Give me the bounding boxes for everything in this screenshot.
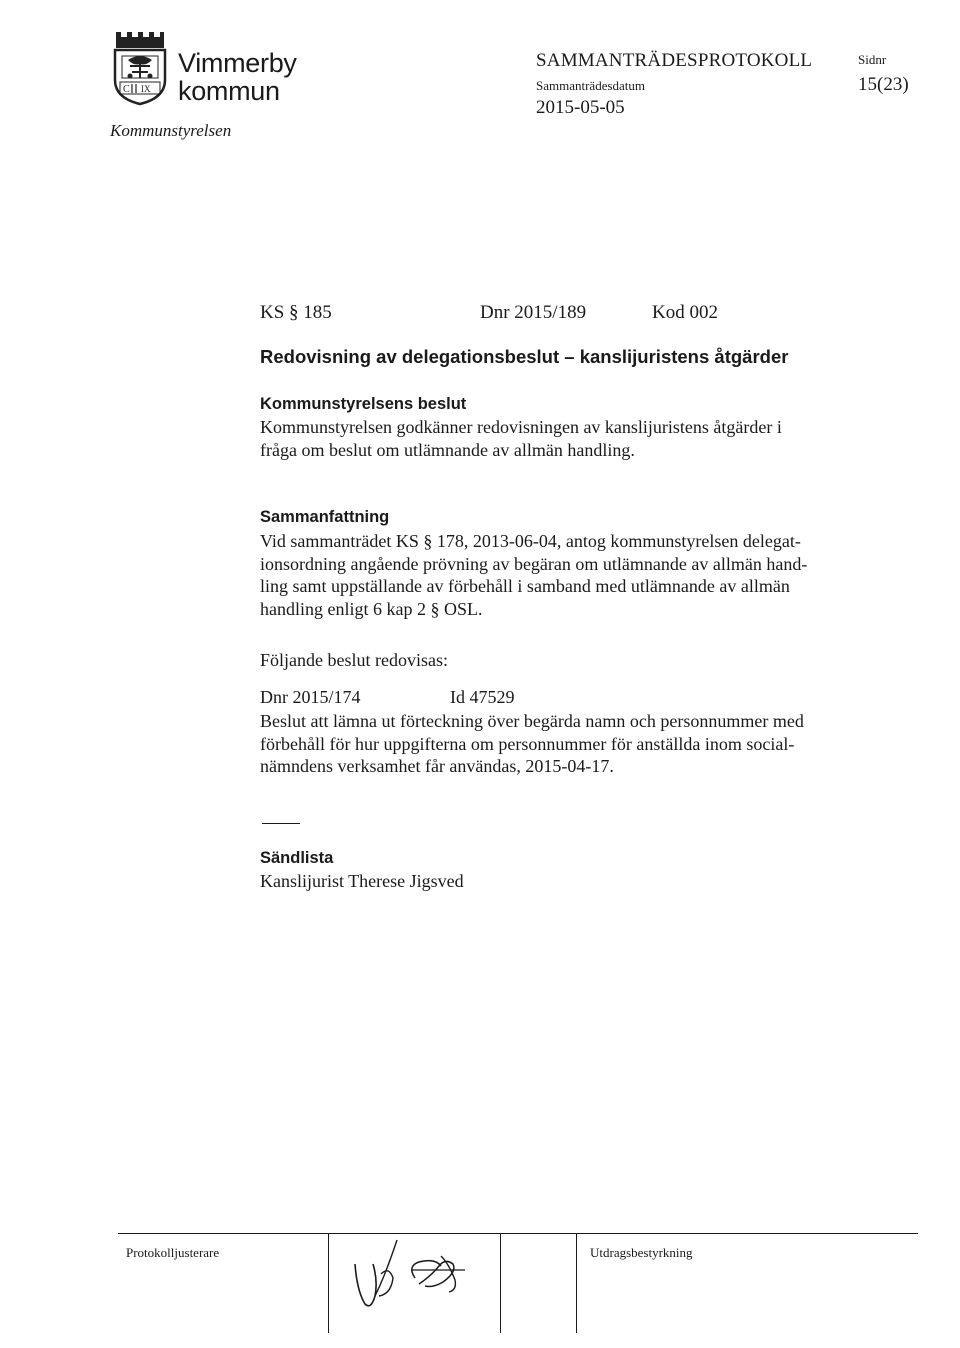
summary-line: ling samt uppställande av förbehåll i samband med utlämnande av allmän — [260, 576, 790, 596]
org-name-line1: Vimmerby — [178, 48, 297, 78]
meeting-date-value: 2015-05-05 — [536, 97, 625, 118]
reported-decisions-intro: Följande beslut redovisas: — [260, 650, 448, 670]
municipality-crest-logo — [110, 30, 170, 106]
decision-line: fråga om beslut om utlämnande av allmän handling. — [260, 439, 635, 460]
distribution-recipient: Kanslijurist Therese Jigsved — [260, 871, 464, 891]
department-name: Kommunstyrelsen — [110, 121, 232, 140]
summary-heading: Sammanfattning — [260, 508, 390, 526]
handwritten-signatures — [345, 1236, 485, 1316]
item-title: Redovisning av delegationsbeslut – kanslijuristens åtgärder — [260, 346, 789, 367]
case-line: nämndens verksamhet får användas, 2015-04-17. — [260, 756, 614, 776]
meeting-date-label: Sammanträdesdatum — [536, 78, 646, 93]
summary-line: handling enligt 6 kap 2 § OSL. — [260, 598, 483, 619]
paragraph-reference: KS § 185 — [260, 302, 332, 323]
decision-heading: Kommunstyrelsens beslut — [260, 395, 467, 413]
case-line: Beslut att lämna ut förteckning över begärda namn och personnummer med — [260, 711, 804, 731]
footer-divider — [576, 1233, 577, 1333]
distribution-heading: Sändlista — [260, 849, 334, 867]
adjusters-label: Protokolljusterare — [126, 1245, 220, 1260]
summary-line: ionsordning angående prövning av begäran om utlämnande av allmän hand- — [260, 553, 808, 574]
footer-divider — [328, 1233, 329, 1333]
page-number-label: Sidnr — [858, 52, 887, 67]
case-description — [260, 710, 860, 778]
decision-line: Kommunstyrelsen godkänner redovisningen av kanslijuristens åtgärder i — [260, 417, 782, 437]
org-name-line2: kommun — [178, 76, 280, 106]
summary-text — [260, 530, 860, 620]
classification-code: Kod 002 — [652, 302, 718, 323]
case-line: förbehåll för hur uppgifterna om personnummer för anställda inom social- — [260, 733, 795, 754]
svg-text:IX: IX — [141, 84, 151, 94]
footer-divider — [500, 1233, 501, 1333]
section-divider — [262, 823, 300, 824]
page-number-value: 15(23) — [858, 74, 909, 95]
decision-text — [260, 416, 860, 461]
case-diary-number: Dnr 2015/174 — [260, 687, 361, 707]
summary-line: Vid sammanträdet KS § 178, 2013-06-04, antog kommunstyrelsen delegat- — [260, 531, 801, 551]
case-id: Id 47529 — [450, 687, 515, 707]
document-type: SAMMANTRÄDESPROTOKOLL — [536, 50, 813, 71]
svg-text:C: C — [123, 84, 130, 95]
extract-certification-label: Utdragsbestyrkning — [590, 1245, 693, 1260]
footer-rule — [118, 1233, 918, 1234]
diary-number: Dnr 2015/189 — [480, 302, 587, 323]
